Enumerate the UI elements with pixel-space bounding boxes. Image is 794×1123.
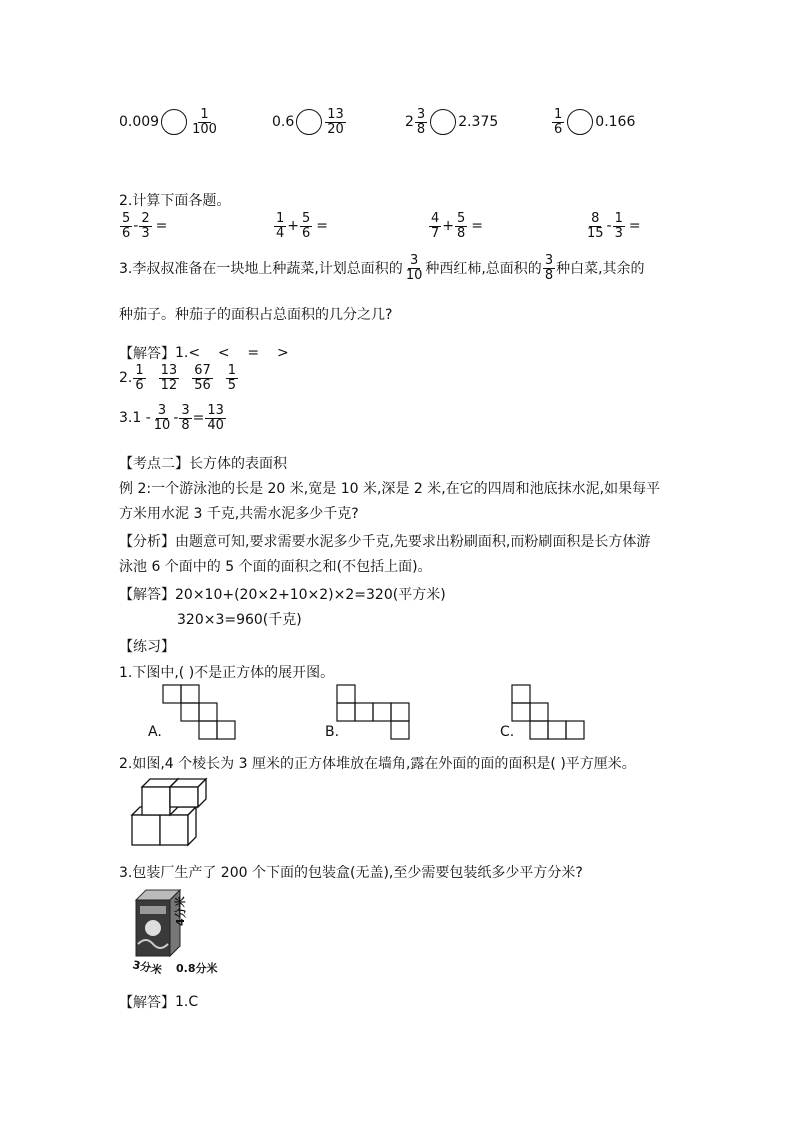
answer-1: 【解答】 1.< < = > [119,345,289,362]
fraction: $\frac{1}{6}$ [554,107,563,137]
compare-left-value: 0.6 [272,114,295,131]
stacked-cubes-figure [130,777,210,849]
compare-right-value: 2.375 [458,114,499,131]
solution-line-1: 【解答】20×10+(20×2+10×2)×2=320(平方米) [119,587,446,603]
mixed-whole: 2 [405,114,414,131]
final-answer: 【解答】 1.C [119,994,199,1011]
answer-3: 3.1 - $\frac{3}{10}$ - $\frac{3}{8}$ = $\frac{13}{40}$ [119,403,224,433]
box-height-label: 4分米 [174,896,187,926]
fraction: $\frac{13}{20}$ [327,107,344,137]
net-option-a [163,685,235,739]
net-option-b [337,685,409,739]
compare-circle[interactable] [161,109,187,135]
option-b-label: B. [325,724,340,740]
q3-line-2: 种茄子。种茄子的面积占总面积的几分之几? [119,307,393,323]
practice-q2: 2.如图,4 个棱长为 3 厘米的正方体堆放在墙角,露在外面的面的面积是( )平方厘米。 [119,756,636,772]
calc-item-2: $\frac{1}{4}$ + $\frac{5}{6}$ = [276,211,329,241]
analysis-line-1: 【分析】由题意可知,要求需要水泥多少千克,先要求出粉刷面积,而粉刷面积是长方体游 [119,534,651,550]
box-depth-label: 0.8分米 [176,962,218,975]
option-a-label: A. [148,724,162,740]
box-width-label: 3分米 [131,958,164,978]
compare-right-value: 0.166 [595,114,636,131]
answer-2: 2. $\frac{1}{6}$ $\frac{13}{12}$ $\frac{67}{56}$ $\frac{1}{5}$ [119,363,237,393]
calc-item-4: $\frac{8}{15}$ - $\frac{1}{3}$ = [587,211,641,241]
packaging-box-figure [130,888,230,980]
practice-q1: 1.下图中,( )不是正方体的展开图。 [119,665,335,681]
q3-line-1: 3.李叔叔准备在一块地上种蔬菜,计划总面积的 $\frac{3}{10}$ 种西红柿,总面积的 $\frac{3}{8}$ 种白菜,其余的 [119,253,645,283]
example-line-1: 例 2:一个游泳池的长是 20 米,宽是 10 米,深是 2 米,在它的四周和池底抹水泥,如果每平 [119,481,661,497]
compare-left-value: 0.009 [119,114,160,131]
compare-circle[interactable] [296,109,322,135]
compare-item-2 [272,108,347,136]
compare-circle[interactable] [567,109,593,135]
section-heading: 【考点二】长方体的表面积 [119,456,287,472]
compare-item-4 [551,108,635,136]
compare-item-1 [119,108,220,136]
example-line-2: 方米用水泥 3 千克,共需水泥多少千克? [119,506,359,522]
compare-item-3 [405,108,498,136]
q2-title: 2.计算下面各题。 [119,193,231,209]
calc-item-3: $\frac{4}{7}$ + $\frac{5}{8}$ = [431,211,484,241]
fraction: $\frac{1}{100}$ [192,107,217,137]
calc-item-1: $\frac{5}{6}$ - $\frac{2}{3}$ = [122,211,168,241]
practice-q3: 3.包装厂生产了 200 个下面的包装盒(无盖),至少需要包装纸多少平方分米? [119,865,583,881]
practice-heading: 【练习】 [119,639,175,655]
net-option-c [512,685,584,739]
solution-line-2: 320×3=960(千克) [177,612,302,628]
compare-circle[interactable] [430,109,456,135]
cube-nets-figure [145,683,705,741]
fraction: $\frac{3}{8}$ [416,107,426,137]
option-c-label: C. [500,724,515,740]
analysis-line-2: 泳池 6 个面中的 5 个面的面积之和(不包括上面)。 [119,559,432,575]
